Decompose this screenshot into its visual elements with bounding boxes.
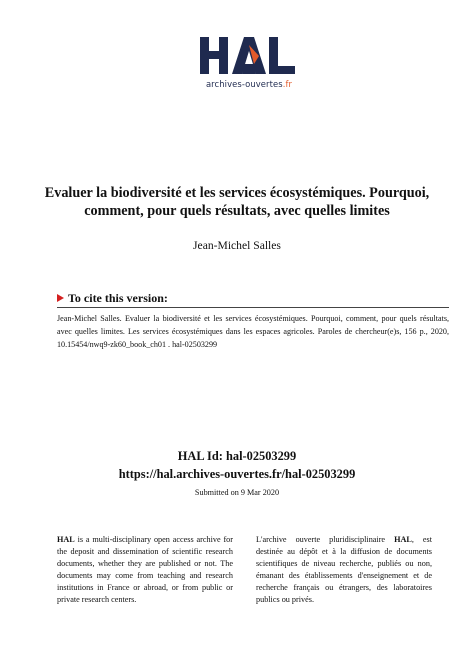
submitted-date: Submitted on 9 Mar 2020 [194,488,280,497]
notice-fr-text-after: , est destinée au dépôt et à la diffusion de documents scientifiques de niveau recherche, publiés ou non, émanant des établissements d'enseignement et de recherche français ou étrangers, des laboratoires publics ou privés. [256,535,432,604]
hal-logo [198,34,300,94]
document-author: Jean-Michel Salles [193,239,281,252]
document-title: Evaluer la biodiversité et les services écosystémiques. Pourquoi, comment, pour quels résultats, avec quelles limites [44,185,430,219]
cite-heading [57,291,168,306]
logo-subtitle: archives-ouvertes.fr [205,79,293,89]
notice-english [57,534,233,606]
notice-en-text: is a multi-disciplinary open access archive for the deposit and dissemination of scientific research documents, whether they are published or not. The documents may come from teaching and research institutions in France or abroad, or from public or private research centers. [57,535,233,604]
notice-en-hal: HAL [57,535,75,544]
cite-heading-label: To cite this version: [68,291,168,305]
cite-divider [57,307,449,308]
hal-id: HAL Id: hal-02503299 [177,449,297,463]
citation-text: Jean-Michel Salles. Evaluer la biodiversité et les services écosystémiques. Pourquoi, comment, pour quels résultats, avec quelles limites. Les services écosystémiques dans les espaces agricoles. Paroles de chercheur(e)s, 156 p., 2020, 10.15454/nwq9-zk60_book_ch01 . hal-02503299 [57,314,449,350]
notice-french [256,534,432,606]
hal-url-link[interactable]: https://hal.archives-ouvertes.fr/hal-02503299 [118,467,356,481]
notice-fr-text-before: L'archive ouverte pluridisciplinaire [256,535,395,544]
hal-logo-icon [198,34,300,78]
triangle-arrow-icon [57,294,64,302]
notice-fr-hal: HAL [394,535,412,544]
